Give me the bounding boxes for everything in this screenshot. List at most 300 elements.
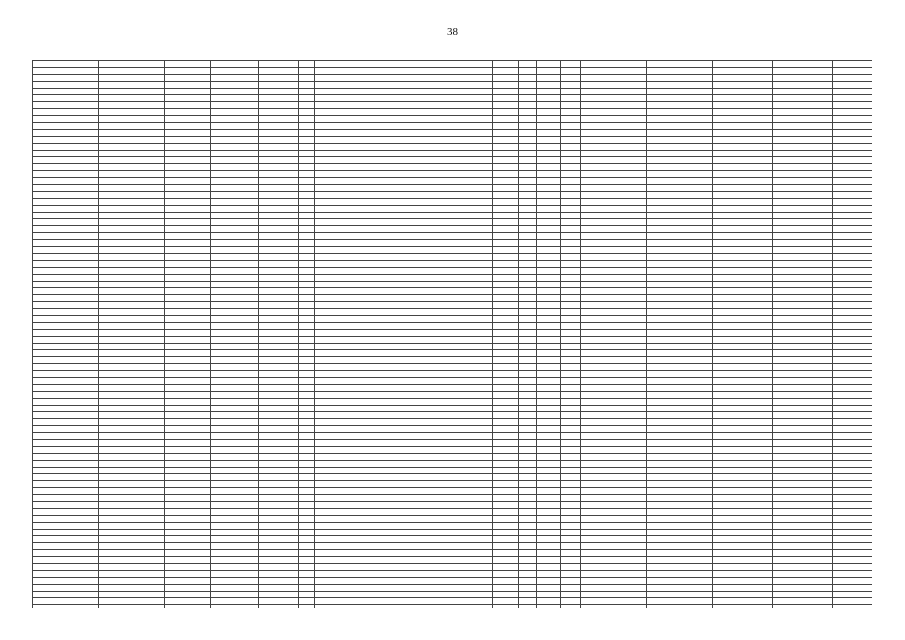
table-cell — [259, 364, 299, 371]
table-cell — [493, 123, 519, 130]
table-cell — [33, 439, 99, 446]
table-cell — [647, 274, 713, 281]
table-cell — [99, 419, 165, 426]
table-cell — [211, 74, 259, 81]
table-cell — [713, 315, 773, 322]
table-cell — [299, 467, 315, 474]
table-row — [33, 570, 873, 577]
table-cell — [561, 605, 581, 608]
table-cell — [581, 564, 647, 571]
table-row — [33, 426, 873, 433]
table-cell — [773, 281, 833, 288]
table-row — [33, 274, 873, 281]
table-cell — [773, 433, 833, 440]
table-cell — [315, 267, 493, 274]
table-cell — [581, 412, 647, 419]
table-cell — [647, 109, 713, 116]
table-cell — [33, 460, 99, 467]
table-cell — [33, 116, 99, 123]
table-cell — [713, 405, 773, 412]
table-cell — [581, 550, 647, 557]
table-cell — [165, 384, 211, 391]
table-cell — [537, 584, 561, 591]
table-cell — [581, 543, 647, 550]
table-cell — [713, 129, 773, 136]
table-cell — [493, 419, 519, 426]
table-cell — [315, 460, 493, 467]
table-cell — [259, 467, 299, 474]
table-cell — [315, 198, 493, 205]
table-cell — [299, 233, 315, 240]
table-cell — [537, 150, 561, 157]
table-cell — [647, 198, 713, 205]
table-cell — [833, 536, 873, 543]
table-cell — [315, 398, 493, 405]
table-cell — [581, 157, 647, 164]
table-row — [33, 357, 873, 364]
table-cell — [537, 502, 561, 509]
table-cell — [647, 205, 713, 212]
table-cell — [647, 481, 713, 488]
table-cell — [647, 164, 713, 171]
table-cell — [211, 502, 259, 509]
table-cell — [833, 426, 873, 433]
table-cell — [299, 143, 315, 150]
table-cell — [99, 198, 165, 205]
table-cell — [493, 522, 519, 529]
table-cell — [299, 74, 315, 81]
table-cell — [299, 426, 315, 433]
table-cell — [647, 405, 713, 412]
table-cell — [165, 522, 211, 529]
table-cell — [259, 536, 299, 543]
table-cell — [537, 446, 561, 453]
table-cell — [773, 384, 833, 391]
table-cell — [211, 61, 259, 68]
table-cell — [647, 543, 713, 550]
table-cell — [299, 109, 315, 116]
table-cell — [211, 584, 259, 591]
table-cell — [581, 253, 647, 260]
table-cell — [165, 577, 211, 584]
table-cell — [259, 488, 299, 495]
table-cell — [561, 446, 581, 453]
table-cell — [581, 377, 647, 384]
table-cell — [713, 253, 773, 260]
table-row — [33, 502, 873, 509]
table-cell — [259, 412, 299, 419]
table-cell — [537, 543, 561, 550]
table-cell — [833, 102, 873, 109]
table-cell — [165, 564, 211, 571]
table-cell — [647, 439, 713, 446]
table-cell — [773, 157, 833, 164]
table-cell — [537, 412, 561, 419]
table-cell — [315, 557, 493, 564]
table-cell — [259, 570, 299, 577]
table-row — [33, 240, 873, 247]
table-cell — [519, 322, 537, 329]
table-cell — [537, 295, 561, 302]
table-cell — [315, 336, 493, 343]
table-cell — [561, 570, 581, 577]
table-cell — [561, 550, 581, 557]
table-cell — [33, 481, 99, 488]
table-cell — [259, 129, 299, 136]
table-cell — [537, 67, 561, 74]
table-cell — [519, 550, 537, 557]
table-cell — [713, 605, 773, 608]
table-cell — [299, 88, 315, 95]
table-cell — [561, 343, 581, 350]
table-cell — [165, 391, 211, 398]
table-cell — [581, 343, 647, 350]
table-cell — [99, 253, 165, 260]
table-cell — [773, 150, 833, 157]
table-cell — [33, 550, 99, 557]
table-cell — [519, 481, 537, 488]
table-cell — [713, 123, 773, 130]
table-cell — [519, 343, 537, 350]
table-cell — [773, 570, 833, 577]
table-cell — [99, 564, 165, 571]
table-row — [33, 522, 873, 529]
table-cell — [773, 543, 833, 550]
table-row — [33, 364, 873, 371]
table-cell — [773, 357, 833, 364]
table-cell — [299, 219, 315, 226]
table-cell — [315, 253, 493, 260]
table-cell — [211, 384, 259, 391]
table-row — [33, 515, 873, 522]
table-row — [33, 95, 873, 102]
table-cell — [833, 598, 873, 605]
table-cell — [33, 247, 99, 254]
table-cell — [211, 67, 259, 74]
table-cell — [165, 474, 211, 481]
table-cell — [773, 322, 833, 329]
table-cell — [315, 377, 493, 384]
table-cell — [99, 377, 165, 384]
table-cell — [99, 129, 165, 136]
table-cell — [647, 150, 713, 157]
table-cell — [713, 322, 773, 329]
table-row — [33, 281, 873, 288]
table-cell — [259, 233, 299, 240]
table-cell — [299, 136, 315, 143]
table-cell — [537, 226, 561, 233]
table-cell — [99, 550, 165, 557]
table-cell — [519, 171, 537, 178]
table-cell — [165, 67, 211, 74]
table-cell — [647, 426, 713, 433]
table-cell — [773, 605, 833, 608]
table-cell — [299, 343, 315, 350]
table-cell — [165, 267, 211, 274]
table-cell — [165, 281, 211, 288]
table-cell — [581, 67, 647, 74]
table-cell — [519, 253, 537, 260]
table-cell — [33, 95, 99, 102]
table-row — [33, 171, 873, 178]
table-cell — [561, 164, 581, 171]
table-cell — [647, 605, 713, 608]
table-cell — [561, 384, 581, 391]
table-cell — [713, 212, 773, 219]
table-cell — [647, 260, 713, 267]
table-cell — [833, 281, 873, 288]
table-cell — [33, 136, 99, 143]
table-cell — [33, 357, 99, 364]
table-cell — [99, 191, 165, 198]
table-cell — [581, 419, 647, 426]
table-row — [33, 488, 873, 495]
table-cell — [561, 61, 581, 68]
table-cell — [33, 398, 99, 405]
table-cell — [537, 157, 561, 164]
table-cell — [833, 564, 873, 571]
table-cell — [561, 185, 581, 192]
table-cell — [259, 116, 299, 123]
table-cell — [315, 453, 493, 460]
table-cell — [493, 495, 519, 502]
table-cell — [713, 116, 773, 123]
table-cell — [713, 240, 773, 247]
table-cell — [581, 109, 647, 116]
table-cell — [165, 584, 211, 591]
table-cell — [773, 591, 833, 598]
table-cell — [299, 433, 315, 440]
table-cell — [537, 405, 561, 412]
table-cell — [833, 315, 873, 322]
register-table — [32, 60, 872, 608]
table-cell — [581, 164, 647, 171]
table-cell — [647, 364, 713, 371]
table-cell — [315, 212, 493, 219]
table-cell — [519, 371, 537, 378]
table-cell — [165, 343, 211, 350]
table-cell — [99, 288, 165, 295]
table-cell — [211, 226, 259, 233]
table-row — [33, 412, 873, 419]
table-cell — [833, 391, 873, 398]
table-cell — [773, 377, 833, 384]
table-cell — [259, 426, 299, 433]
table-cell — [561, 322, 581, 329]
table-cell — [259, 164, 299, 171]
table-cell — [581, 212, 647, 219]
table-cell — [99, 460, 165, 467]
table-cell — [647, 267, 713, 274]
table-cell — [259, 357, 299, 364]
table-cell — [493, 481, 519, 488]
table-cell — [581, 557, 647, 564]
table-cell — [165, 102, 211, 109]
table-cell — [165, 136, 211, 143]
table-cell — [581, 247, 647, 254]
table-cell — [519, 350, 537, 357]
table-cell — [33, 336, 99, 343]
table-cell — [833, 74, 873, 81]
table-cell — [259, 157, 299, 164]
table-cell — [165, 357, 211, 364]
table-cell — [537, 377, 561, 384]
table-cell — [33, 405, 99, 412]
table-cell — [259, 405, 299, 412]
table-cell — [519, 164, 537, 171]
table-cell — [33, 322, 99, 329]
table-cell — [493, 536, 519, 543]
table-cell — [773, 350, 833, 357]
table-cell — [519, 81, 537, 88]
table-cell — [713, 164, 773, 171]
table-cell — [833, 371, 873, 378]
table-cell — [33, 412, 99, 419]
table-cell — [519, 185, 537, 192]
table-cell — [299, 302, 315, 309]
table-cell — [773, 240, 833, 247]
table-cell — [493, 384, 519, 391]
table-cell — [833, 364, 873, 371]
table-cell — [33, 364, 99, 371]
table-cell — [33, 212, 99, 219]
table-row — [33, 185, 873, 192]
table-cell — [537, 164, 561, 171]
table-cell — [519, 67, 537, 74]
table-cell — [259, 522, 299, 529]
table-cell — [833, 143, 873, 150]
table-cell — [493, 219, 519, 226]
table-cell — [315, 260, 493, 267]
table-cell — [493, 502, 519, 509]
table-cell — [713, 67, 773, 74]
table-cell — [833, 557, 873, 564]
table-cell — [99, 439, 165, 446]
table-cell — [211, 219, 259, 226]
table-cell — [713, 267, 773, 274]
table-cell — [537, 550, 561, 557]
table-cell — [561, 460, 581, 467]
table-cell — [581, 488, 647, 495]
table-cell — [99, 495, 165, 502]
table-cell — [315, 116, 493, 123]
table-cell — [519, 74, 537, 81]
table-cell — [647, 281, 713, 288]
table-cell — [211, 123, 259, 130]
table-cell — [211, 109, 259, 116]
table-cell — [99, 212, 165, 219]
table-cell — [519, 364, 537, 371]
table-cell — [713, 81, 773, 88]
table-cell — [299, 502, 315, 509]
table-cell — [581, 591, 647, 598]
table-cell — [561, 74, 581, 81]
table-cell — [33, 543, 99, 550]
table-cell — [647, 295, 713, 302]
table-cell — [165, 488, 211, 495]
table-cell — [833, 191, 873, 198]
table-cell — [581, 426, 647, 433]
table-cell — [581, 95, 647, 102]
table-cell — [299, 536, 315, 543]
table-cell — [713, 426, 773, 433]
table-cell — [537, 536, 561, 543]
table-cell — [33, 185, 99, 192]
table-cell — [519, 591, 537, 598]
table-cell — [833, 295, 873, 302]
table-cell — [773, 143, 833, 150]
table-cell — [713, 433, 773, 440]
table-cell — [493, 343, 519, 350]
table-cell — [165, 302, 211, 309]
table-cell — [561, 116, 581, 123]
table-cell — [519, 446, 537, 453]
table-cell — [259, 226, 299, 233]
table-cell — [581, 577, 647, 584]
table-cell — [647, 412, 713, 419]
table-cell — [519, 474, 537, 481]
table-cell — [315, 74, 493, 81]
table-cell — [299, 412, 315, 419]
table-cell — [537, 453, 561, 460]
table-cell — [493, 288, 519, 295]
table-cell — [519, 577, 537, 584]
table-cell — [537, 364, 561, 371]
table-cell — [211, 302, 259, 309]
table-row — [33, 598, 873, 605]
table-cell — [561, 129, 581, 136]
table-row — [33, 123, 873, 130]
table-cell — [211, 412, 259, 419]
table-cell — [647, 550, 713, 557]
table-cell — [315, 474, 493, 481]
table-cell — [99, 405, 165, 412]
table-cell — [581, 502, 647, 509]
table-cell — [493, 543, 519, 550]
table-cell — [99, 488, 165, 495]
table-cell — [99, 329, 165, 336]
table-cell — [211, 577, 259, 584]
table-row — [33, 343, 873, 350]
table-cell — [259, 419, 299, 426]
table-cell — [259, 191, 299, 198]
table-cell — [713, 288, 773, 295]
table-cell — [537, 371, 561, 378]
table-cell — [99, 171, 165, 178]
table-cell — [165, 198, 211, 205]
table-cell — [299, 460, 315, 467]
table-cell — [299, 67, 315, 74]
table-cell — [315, 412, 493, 419]
table-cell — [647, 515, 713, 522]
table-cell — [211, 253, 259, 260]
table-cell — [315, 322, 493, 329]
table-cell — [647, 61, 713, 68]
table-cell — [299, 508, 315, 515]
table-cell — [773, 198, 833, 205]
table-cell — [211, 157, 259, 164]
table-cell — [713, 88, 773, 95]
table-row — [33, 67, 873, 74]
table-cell — [519, 95, 537, 102]
table-cell — [647, 536, 713, 543]
table-cell — [165, 315, 211, 322]
table-cell — [561, 88, 581, 95]
table-cell — [315, 123, 493, 130]
table-cell — [299, 453, 315, 460]
table-cell — [713, 508, 773, 515]
table-cell — [647, 136, 713, 143]
